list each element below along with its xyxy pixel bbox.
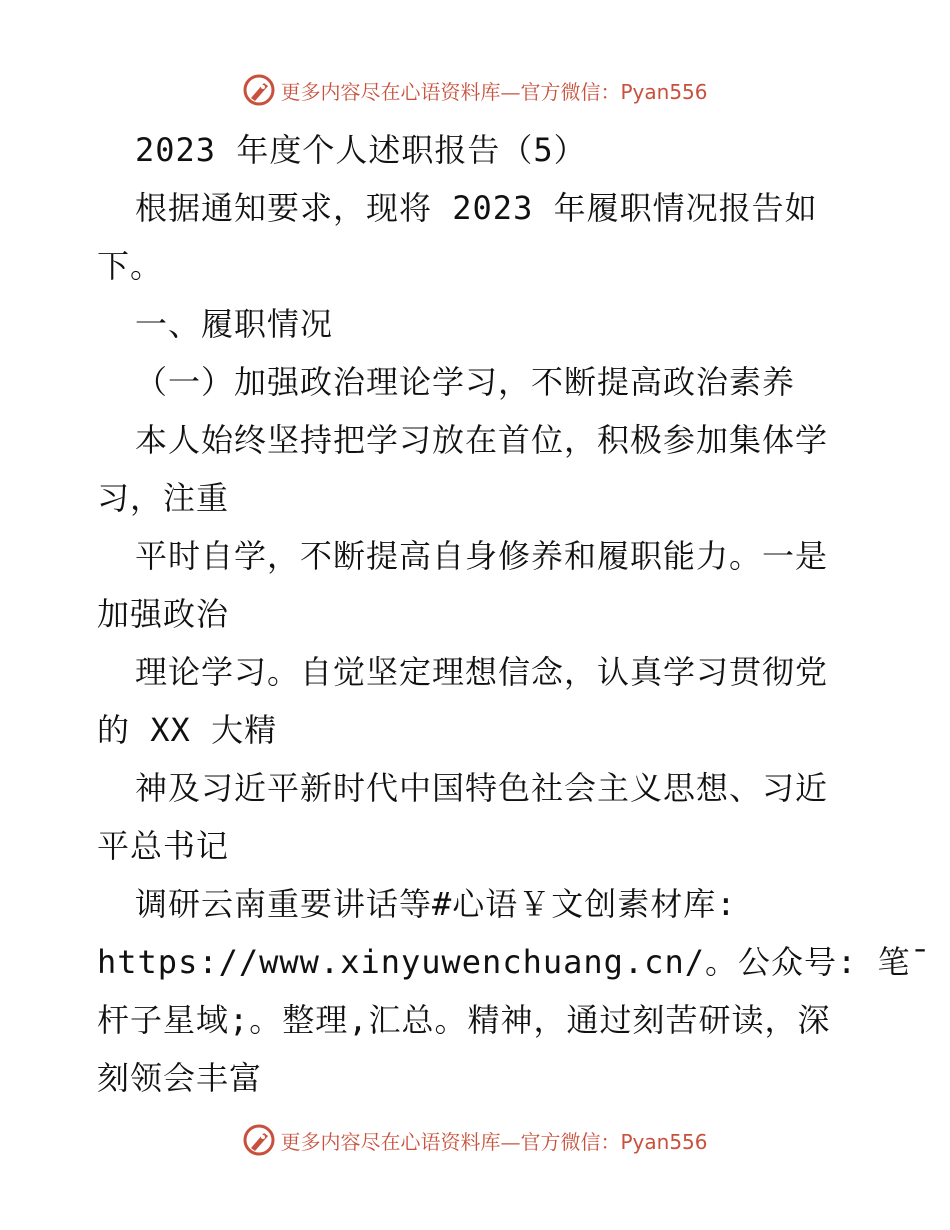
watermark-text: 更多内容尽在心语资料库—官方微信：Pyan556 — [280, 79, 708, 104]
document-line: 平时自学，不断提高自身修养和履职能力。一是 — [135, 537, 829, 575]
watermark-footer — [0, 1120, 950, 1160]
document-line: 根据通知要求，现将 2023 年履职情况报告如 — [135, 189, 818, 227]
watermark-wechat-id: Pyan556 — [620, 1129, 708, 1154]
document-line: 杆子星域;。整理,汇总。精神，通过刻苦研读，深 — [97, 1001, 831, 1039]
document-line: 一、履职情况 — [135, 305, 334, 343]
document-line: 的 XX 大精 — [97, 711, 278, 749]
watermark-wechat-id: Pyan556 — [620, 79, 708, 104]
document-line: 神及习近平新时代中国特色社会主义思想、习近 — [135, 769, 829, 807]
document-line: 习，注重 — [97, 479, 230, 517]
document-line: 下。 — [97, 247, 164, 285]
document-line: 刻领会丰富 — [97, 1059, 263, 1097]
document-line: 2023 年度个人述职报告（5） — [135, 131, 587, 169]
document-line: 平总书记 — [97, 827, 230, 865]
document-line: 本人始终坚持把学习放在首位，积极参加集体学 — [135, 421, 829, 459]
document-line: https://www.xinyuwenchuang.cn/。公众号: 笔¯ — [97, 943, 931, 981]
pen-nib-circle-logo-icon — [242, 73, 276, 107]
document-body — [97, 121, 931, 1107]
document-line: 调研云南重要讲话等#心语￥文创素材库: — [135, 885, 737, 923]
document-line: 理论学习。自觉坚定理想信念，认真学习贯彻党 — [135, 653, 829, 691]
watermark-header — [0, 70, 950, 110]
document-line: 加强政治 — [97, 595, 230, 633]
pen-nib-circle-logo-icon — [242, 1123, 276, 1157]
watermark-text: 更多内容尽在心语资料库—官方微信：Pyan556 — [280, 1129, 708, 1154]
document-line: （一）加强政治理论学习，不断提高政治素养 — [135, 363, 796, 401]
